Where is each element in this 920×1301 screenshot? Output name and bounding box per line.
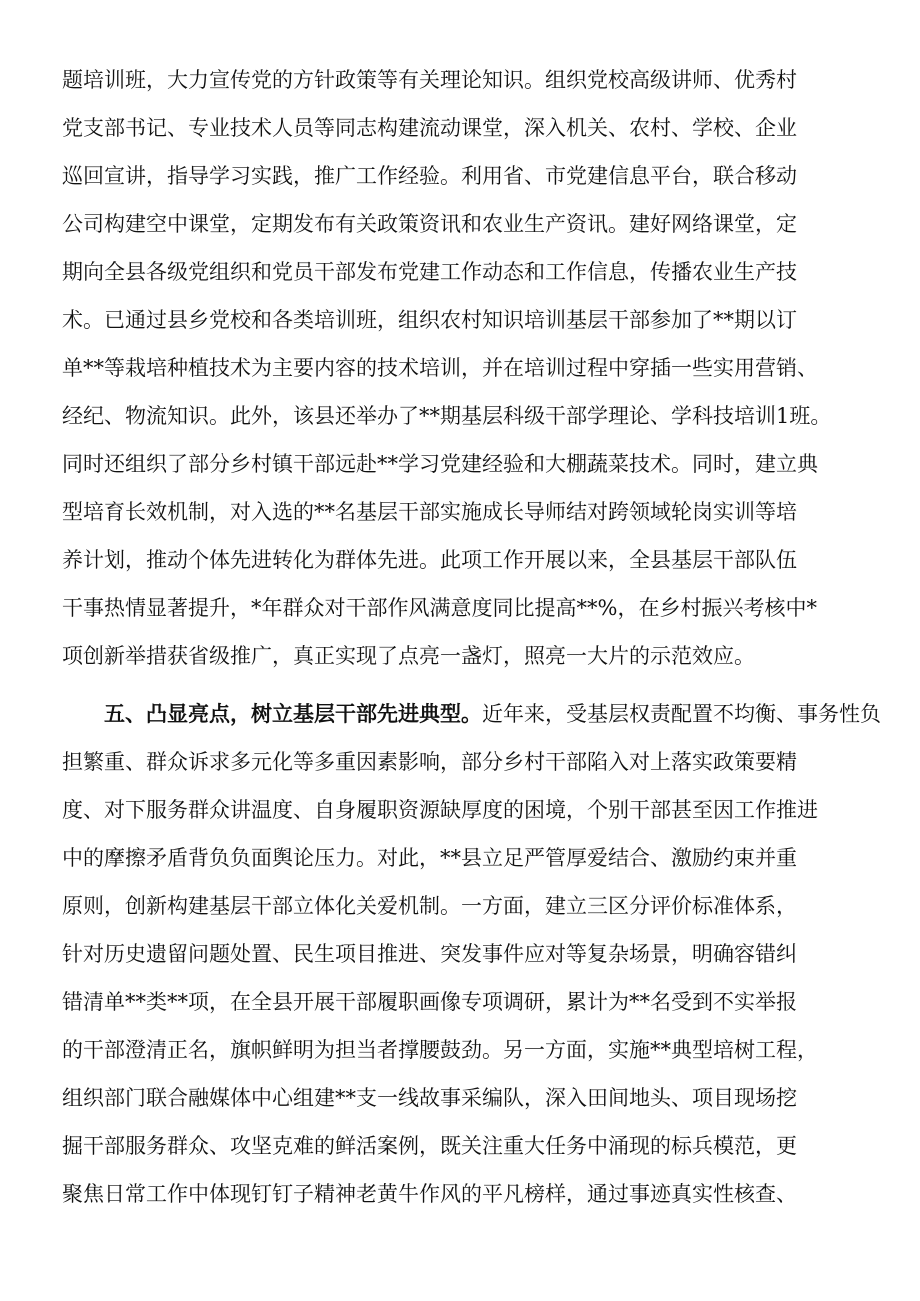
text-line: 经纪、物流知识。此外，该县还举办了**期基层科级干部学理论、学科技培训1班。 [62,404,832,428]
text-line: 同时还组织了部分乡村镇干部远赴**学习党建经验和大棚蔬菜技术。同时，建立典 [62,452,818,476]
text-line: 型培育长效机制，对入选的**名基层干部实施成长导师结对跨领域轮岗实训等培 [62,500,797,524]
text-line: 题培训班，大力宣传党的方针政策等有关理论知识。组织党校高级讲师、优秀村 [62,68,797,92]
section-heading: 五、凸显亮点，树立基层干部先进典型。 [104,702,482,726]
text-line: 担繁重、群众诉求多元化等多重因素影响，部分乡村干部陷入对上落实政策要精 [62,750,797,774]
text-line: 期向全县各级党组织和党员干部发布党建工作动态和工作信息，传播农业生产技 [62,260,797,284]
text-line: 干事热情显著提升，*年群众对干部作风满意度同比提高**%，在乡村振兴考核中* [62,596,817,620]
text-line: 术。已通过县乡党校和各类培训班，组织农村知识培训基层干部参加了**期以订 [62,308,797,332]
text-line: 党支部书记、专业技术人员等同志构建流动课堂，深入机关、农村、学校、企业 [62,116,797,140]
text-line: 度、对下服务群众讲温度、自身履职资源缺厚度的困境，个别干部甚至因工作推进 [62,798,818,822]
text-line: 针对历史遗留问题处置、民生项目推进、突发事件应对等复杂场景，明确容错纠 [62,942,797,966]
section-first-line [62,690,882,738]
text-line: 养计划，推动个体先进转化为群体先进。此项工作开展以来，全县基层干部队伍 [62,548,797,572]
text-line: 单**等栽培种植技术为主要内容的技术培训，并在培训过程中穿插一些实用营销、 [62,356,818,380]
text-line: 掘干部服务群众、攻坚克难的鲜活案例，既关注重大任务中涌现的标兵模范，更 [62,1134,797,1158]
text-line: 项创新举措获省级推广，真正实现了点亮一盏灯，照亮一大片的示范效应。 [62,644,755,668]
text-line: 错清单**类**项，在全县开展干部履职画像专项调研，累计为**名受到不实举报 [62,990,797,1014]
text-line: 巡回宣讲，指导学习实践，推广工作经验。利用省、市党建信息平台，联合移动 [62,164,797,188]
text-line: 的干部澄清正名，旗帜鲜明为担当者撑腰鼓劲。另一方面，实施**典型培树工程， [62,1038,818,1062]
text-line: 公司构建空中课堂，定期发布有关政策资讯和农业生产资讯。建好网络课堂，定 [62,212,797,236]
text-line: 聚焦日常工作中体现钉钉子精神老黄牛作风的平凡榜样，通过事迹真实性核查、 [62,1182,797,1206]
text-line: 中的摩擦矛盾背负负面舆论压力。对此，**县立足严管厚爱结合、激励约束并重 [62,846,797,870]
section-first-line-text: 近年来，受基层权责配置不均衡、事务性负 [482,702,881,726]
text-line: 原则，创新构建基层干部立体化关爱机制。一方面，建立三区分评价标准体系， [62,894,797,918]
section-five [62,690,882,1218]
paragraph-training [62,56,882,680]
text-line: 组织部门联合融媒体中心组建**支一线故事采编队，深入田间地头、项目现场挖 [62,1086,797,1110]
